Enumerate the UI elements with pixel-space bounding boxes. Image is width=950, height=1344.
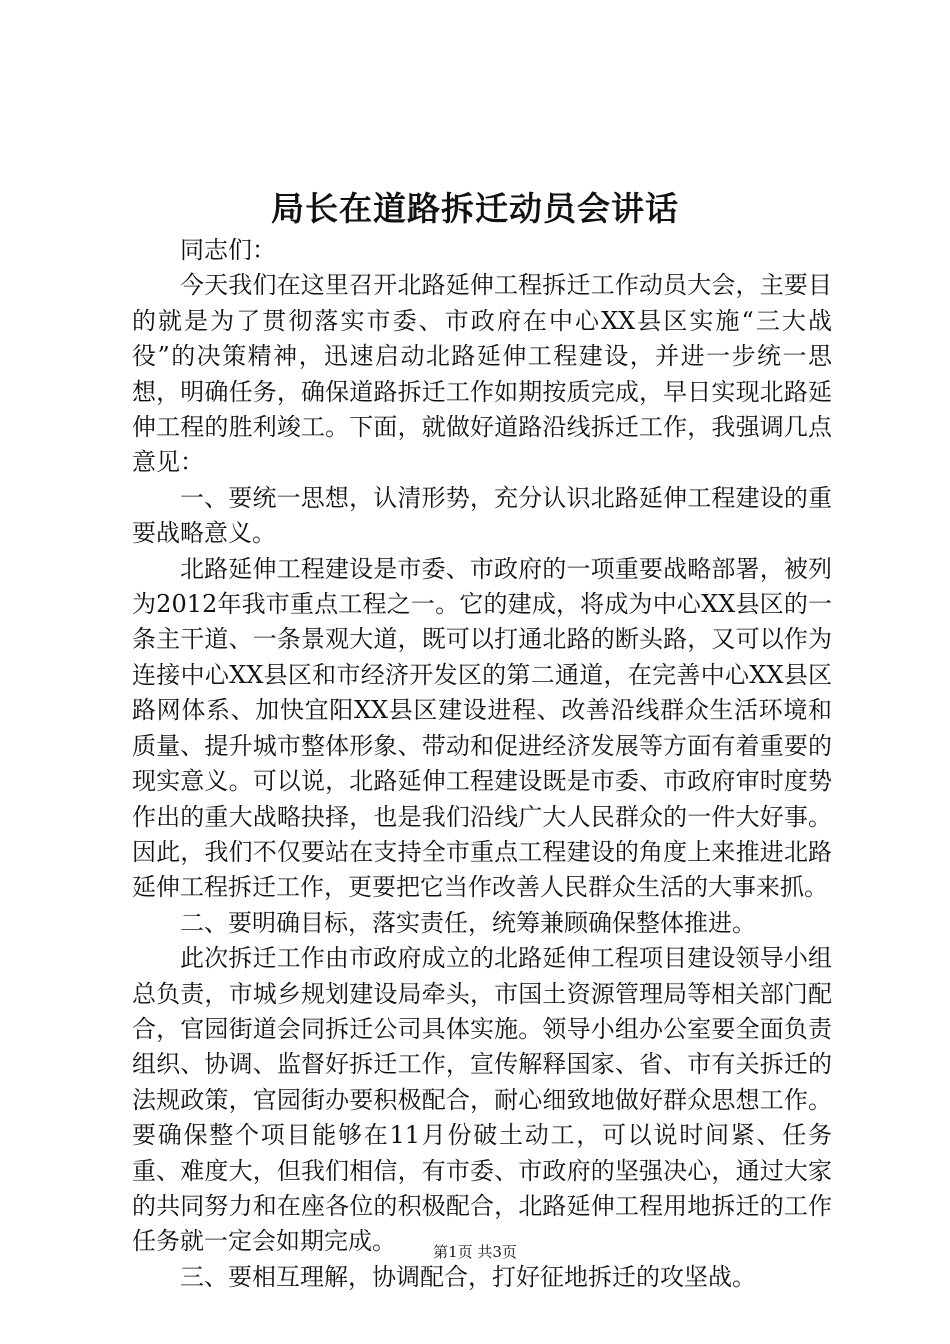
- paragraph-intro: 今天我们在这里召开北路延伸工程拆迁工作动员大会，主要目的就是为了贯彻落实市委、市政府在中心XX县区实施“三大战役”的决策精神，迅速启动北路延伸工程建设，并进一步统一思想，明确任务，确保道路拆迁工作如期按质完成，早日实现北路延伸工程的胜利竣工。下面，就做好道路沿线拆迁工作，我强调几点意见：: [132, 271, 832, 477]
- section-heading-1: 一、要统一思想，认清形势，充分认识北路延伸工程建设的重要战略意义。: [132, 483, 832, 548]
- document-title: 局长在道路拆迁动员会讲话: [271, 189, 679, 228]
- page-number: 第1页 共3页: [433, 1243, 517, 1261]
- paragraph-section-2: 此次拆迁工作由市政府成立的北路延伸工程项目建设领导小组总负责，市城乡规划建设局牵头，市国土资源管理局等相关部门配合，官园街道会同拆迁公司具体实施。领导小组办公室要全面负责组织、协调、监督好拆迁工作，宣传解释国家、省、市有关拆迁的法规政策，官园街办要积极配合，耐心细致地做好群众思想工作。要确保整个项目能够在11月份破土动工，可以说时间紧、任务重、难度大，但我们相信，有市委、市政府的坚强决心，通过大家的共同努力和在座各位的积极配合，北路延伸工程用地拆迁的工作任务就一定会如期完成。: [132, 944, 832, 1256]
- document-body: [132, 233, 832, 1295]
- section-heading-3: 三、要相互理解，协调配合，打好征地拆迁的攻坚战。: [180, 1262, 756, 1291]
- section-heading-2: 二、要明确目标，落实责任，统筹兼顾确保整体推进。: [180, 908, 756, 937]
- paragraph-section-1: 北路延伸工程建设是市委、市政府的一项重要战略部署，被列为2012年我市重点工程之一。它的建成，将成为中心XX县区的一条主干道、一条景观大道，既可以打通北路的断头路，又可以作为连接中心XX县区和市经济开发区的第二通道，在完善中心XX县区路网体系、加快宜阳XX县区建设进程、改善沿线群众生活环境和质量、提升城市整体形象、带动和促进经济发展等方面有着重要的现实意义。可以说，北路延伸工程建设既是市委、市政府审时度势作出的重大战略抉择，也是我们沿线广大人民群众的一件大好事。因此，我们不仅要站在支持全市重点工程建设的角度上来推进北路延伸工程拆迁工作，更要把它当作改善人民群众生活的大事来抓。: [132, 554, 832, 902]
- paragraph-salutation: 同志们：: [180, 236, 276, 264]
